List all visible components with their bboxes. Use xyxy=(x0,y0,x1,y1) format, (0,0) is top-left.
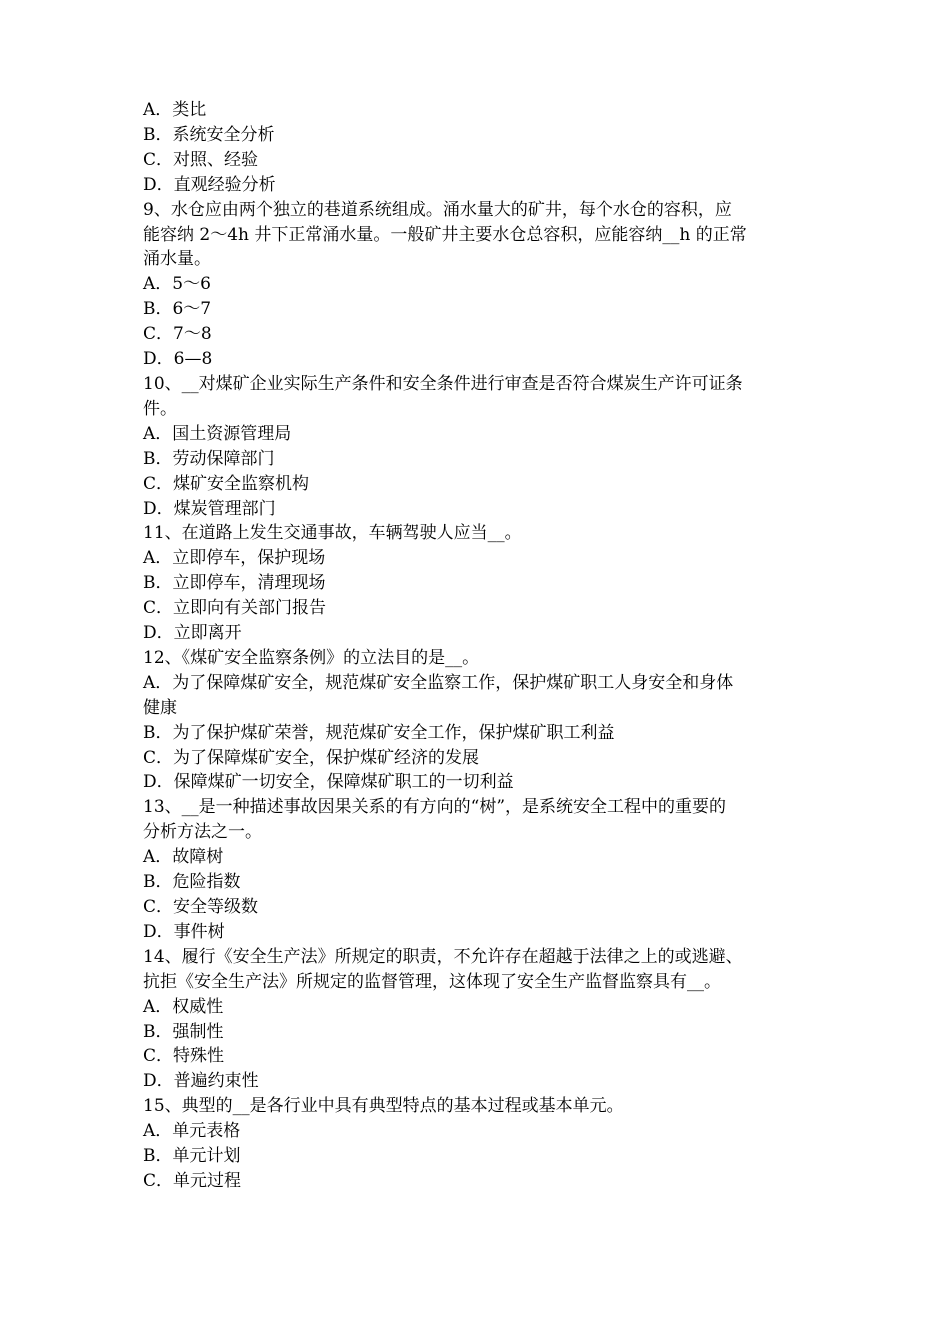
text-line: B．立即停车，清理现场 xyxy=(143,573,326,594)
text-line: 件。 xyxy=(143,398,177,419)
text-line: 11、在道路上发生交通事故，车辆驾驶人应当__。 xyxy=(143,523,522,544)
text-line: A．5～6 xyxy=(143,274,211,295)
text-line: 分析方法之一。 xyxy=(143,822,262,843)
text-line: C．为了保障煤矿安全，保护煤矿经济的发展 xyxy=(143,747,480,768)
text-line: A．为了保障煤矿安全，规范煤矿安全监察工作，保护煤矿职工人身安全和身体 xyxy=(143,672,734,693)
text-line: 能容纳 2～4h 井下正常涌水量。一般矿井主要水仓总容积，应能容纳__h 的正常 xyxy=(143,224,747,245)
text-line: D．事件树 xyxy=(143,921,225,942)
text-line: C．单元过程 xyxy=(143,1170,242,1191)
text-line: C．7～8 xyxy=(143,324,212,345)
text-line: 13、__是一种描述事故因果关系的有方向的“树”，是系统安全工程中的重要的 xyxy=(143,797,727,818)
text-line: B．6～7 xyxy=(143,299,212,320)
text-line: B．危险指数 xyxy=(143,872,241,893)
text-line: C．特殊性 xyxy=(143,1046,225,1067)
text-line: D．直观经验分析 xyxy=(143,174,276,195)
text-line: B．强制性 xyxy=(143,1021,224,1042)
text-line: A．国土资源管理局 xyxy=(143,423,292,444)
text-line: D．立即离开 xyxy=(143,623,242,644)
text-line: C．煤矿安全监察机构 xyxy=(143,473,310,494)
text-line: 健康 xyxy=(143,697,177,718)
text-line: D．保障煤矿一切安全，保障煤矿职工的一切利益 xyxy=(143,772,514,793)
text-line: 12、《煤矿安全监察条例》的立法目的是__。 xyxy=(143,647,480,668)
text-line: A．权威性 xyxy=(143,996,224,1017)
text-line: B．为了保护煤矿荣誉，规范煤矿安全工作，保护煤矿职工利益 xyxy=(143,722,615,743)
text-line: A．立即停车，保护现场 xyxy=(143,548,326,569)
text-line: 14、履行《安全生产法》所规定的职责，不允许存在超越于法律之上的或逃避、 xyxy=(143,946,743,967)
text-line: D．普遍约束性 xyxy=(143,1071,259,1092)
text-line: 10、__对煤矿企业实际生产条件和安全条件进行审查是否符合煤炭生产许可证条 xyxy=(143,373,743,394)
text-line: C．立即向有关部门报告 xyxy=(143,598,327,619)
text-line: A．故障树 xyxy=(143,847,224,868)
text-line: A．类比 xyxy=(143,100,207,120)
document-body xyxy=(143,98,815,1194)
text-line: B．劳动保障部门 xyxy=(143,448,275,469)
text-line: 抗拒《安全生产法》所规定的监督管理，这体现了安全生产监督监察具有__。 xyxy=(143,971,721,992)
text-line: C．对照、经验 xyxy=(143,149,259,170)
text-line: B．系统安全分析 xyxy=(143,124,275,145)
text-line: D．煤炭管理部门 xyxy=(143,498,276,519)
text-line: 9、水仓应由两个独立的巷道系统组成。涌水量大的矿井，每个水仓的容积，应 xyxy=(143,199,732,220)
text-line: C．安全等级数 xyxy=(143,897,259,917)
text-line: B．单元计划 xyxy=(143,1146,241,1167)
text-line: 15、典型的__是各行业中具有典型特点的基本过程或基本单元。 xyxy=(143,1096,624,1117)
text-line: A．单元表格 xyxy=(143,1121,241,1142)
text-line: 涌水量。 xyxy=(143,249,211,270)
text-line: D．6—8 xyxy=(143,349,213,370)
